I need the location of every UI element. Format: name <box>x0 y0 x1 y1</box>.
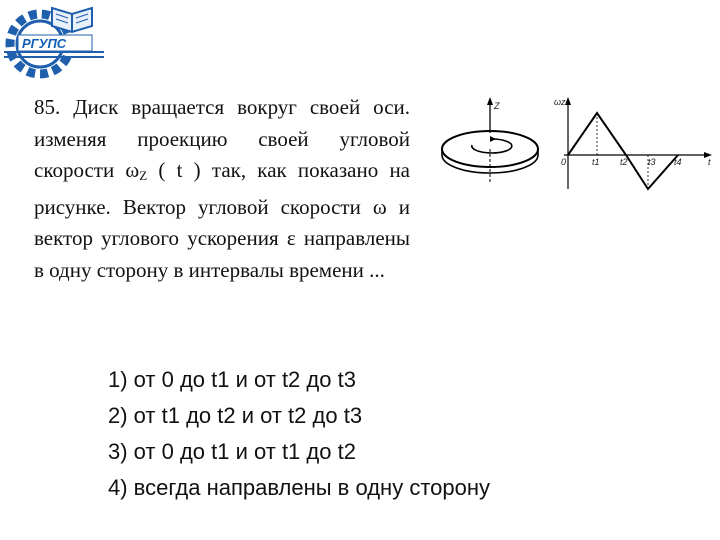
tick-label-t2: t2 <box>620 157 628 167</box>
answer-option-2[interactable]: 2) от t1 до t2 и от t2 до t3 <box>108 403 363 428</box>
university-logo <box>0 0 110 80</box>
logo-text: РГУПС <box>22 36 67 51</box>
disk-axis-label: Z <box>494 101 500 111</box>
graph-x-label: t <box>708 157 711 167</box>
tick-label-t4: t4 <box>674 157 682 167</box>
answer-options <box>108 362 490 506</box>
graph-origin-label: 0 <box>561 157 567 167</box>
problem-figure <box>434 93 716 209</box>
omega-time-graph <box>554 97 712 189</box>
omega-subscript: Z <box>139 168 148 184</box>
book-icon <box>52 8 92 32</box>
question-body-part1: Диск вращается вокруг своей оси. изменяя проекцию своей угловой скорости ω <box>34 95 410 183</box>
question-number: 85. <box>34 95 61 119</box>
question-text <box>34 92 410 287</box>
question-body-part2: ( t ) так, как показано на рисунке. Вектор угловой скорости ω и вектор углового ускорения ε направлены в одну сторону в интервалы времени ... <box>34 158 411 282</box>
answer-option-3[interactable]: 3) от 0 до t1 и от t1 до t2 <box>108 439 356 464</box>
answer-option-1[interactable]: 1) от 0 до t1 и от t2 до t3 <box>108 367 356 392</box>
tick-label-t3: t3 <box>648 157 656 167</box>
answer-option-4[interactable]: 4) всегда направлены в одну сторону <box>108 475 491 500</box>
rotating-disk <box>442 97 538 183</box>
graph-y-label: ωz <box>554 97 566 107</box>
tick-label-t1: t1 <box>592 157 600 167</box>
